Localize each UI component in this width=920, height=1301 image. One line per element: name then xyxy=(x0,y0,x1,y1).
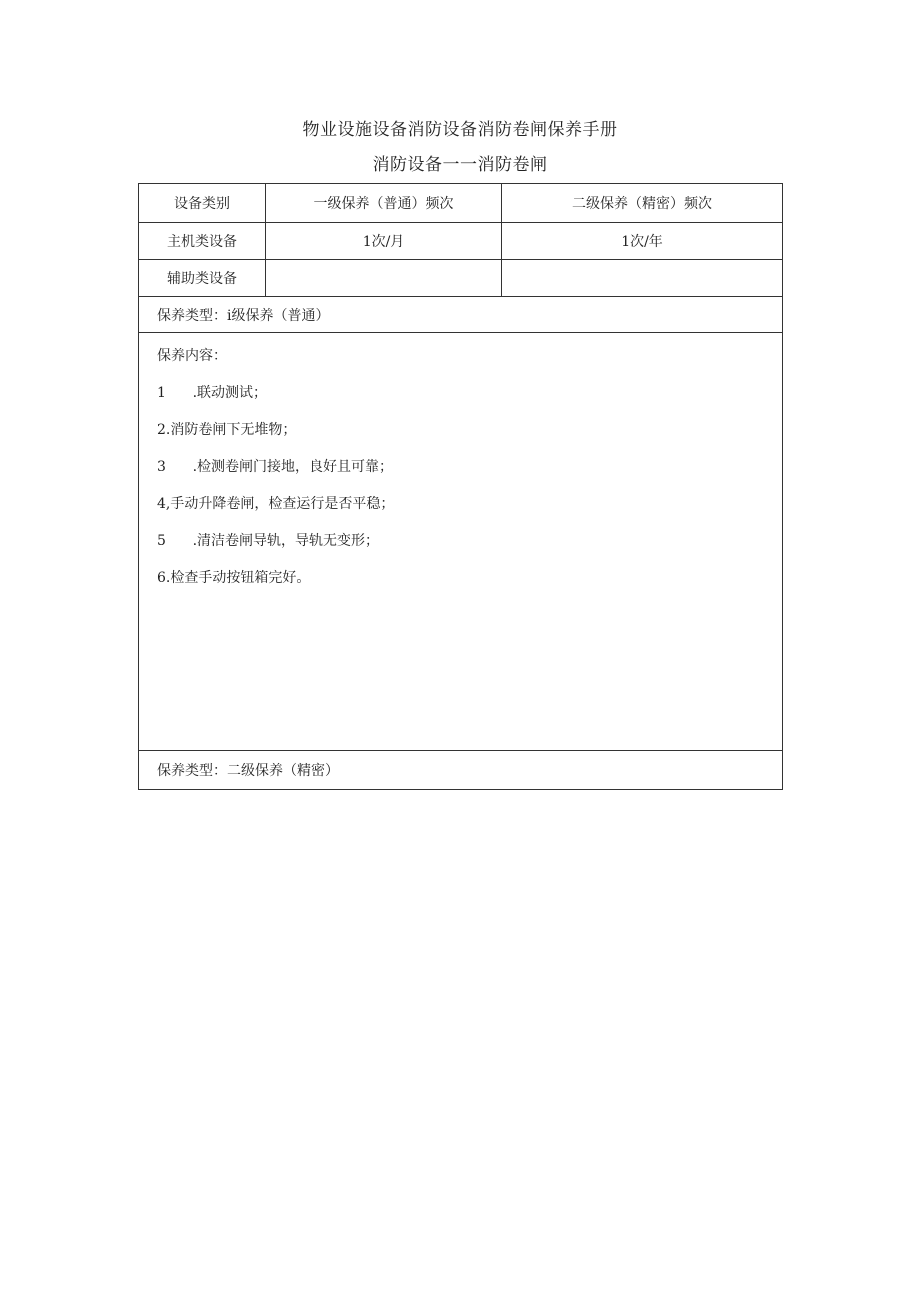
row-level1-frequency xyxy=(266,260,502,297)
maintenance-content xyxy=(139,333,783,751)
row-category: 主机类设备 xyxy=(139,223,266,260)
header-level2-frequency: 二级保养（精密）频次 xyxy=(502,184,783,223)
maintenance-table xyxy=(138,183,783,790)
maintenance-type-level2: 保养类型：二级保养（精密） xyxy=(139,751,783,790)
row-level1-frequency: 1次/月 xyxy=(266,223,502,260)
content-item: 6.检查手动按钮箱完好。 xyxy=(157,570,311,586)
header-category: 设备类别 xyxy=(139,184,266,223)
maintenance-type-level1: 保养类型：i级保养（普通） xyxy=(139,297,783,333)
maintenance-type-row xyxy=(139,297,783,333)
maintenance-type-row xyxy=(139,751,783,790)
content-item: 5 .清洁卷闸导轨，导轨无变形； xyxy=(157,533,380,549)
row-category: 辅助类设备 xyxy=(139,260,266,297)
content-label: 保养内容： xyxy=(157,348,227,364)
content-item: 1 .联动测试； xyxy=(157,385,268,401)
table-row xyxy=(139,260,783,297)
document-title: 物业设施设备消防设备消防卷闸保养手册 xyxy=(302,120,618,140)
content-item: 3 .检测卷闸门接地，良好且可靠； xyxy=(157,459,394,475)
header-level1-frequency: 一级保养（普通）频次 xyxy=(266,184,502,223)
table-header-row xyxy=(139,184,783,223)
table-row xyxy=(139,223,783,260)
row-level2-frequency xyxy=(502,260,783,297)
content-item: 2.消防卷闸下无堆物； xyxy=(157,422,297,438)
row-level2-frequency: 1次/年 xyxy=(502,223,783,260)
maintenance-content-row xyxy=(139,333,783,751)
document-subtitle: 消防设备一一消防卷闸 xyxy=(372,155,548,175)
content-item: 4,手动升降卷闸，检查运行是否平稳； xyxy=(157,496,395,512)
